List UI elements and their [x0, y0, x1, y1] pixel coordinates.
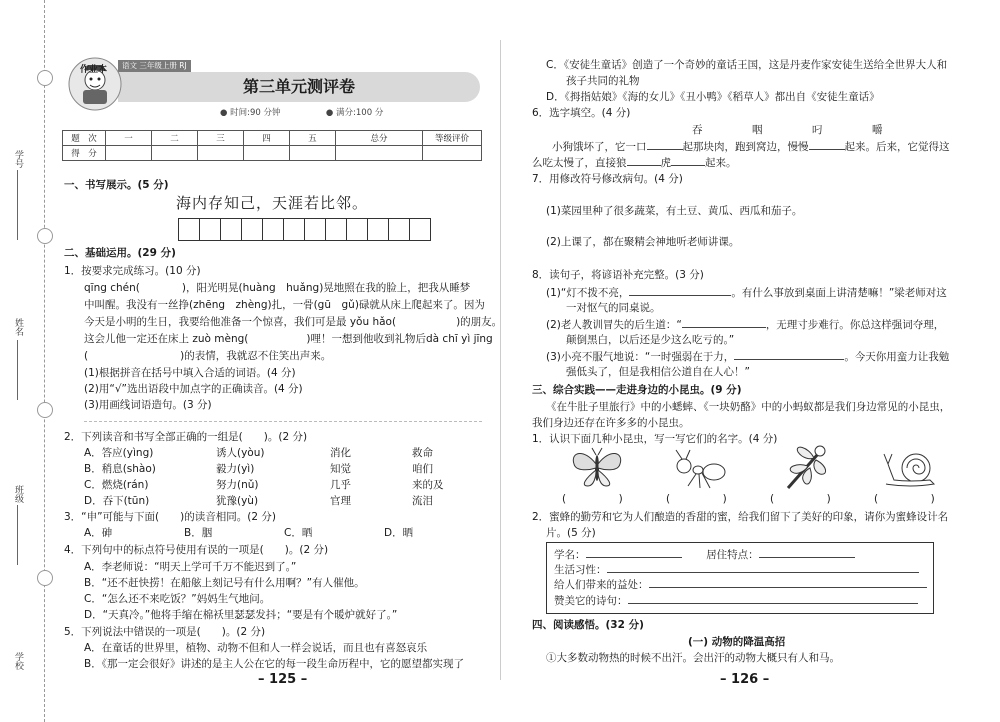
- q1-text: 这会儿他一定还在床上 zuò mèng(: [84, 333, 249, 345]
- card-habit-input[interactable]: [607, 562, 919, 573]
- q6-word-bank: [692, 123, 883, 138]
- option-text: B．稍息(shào): [84, 463, 156, 475]
- score-cell[interactable]: [151, 146, 197, 161]
- answer-blank[interactable]: [809, 139, 845, 150]
- q1-line-5: [84, 349, 331, 364]
- section-1-title: 一、书写展示。(5 分): [64, 179, 169, 191]
- card-name-input[interactable]: [586, 547, 682, 558]
- q1-text: )的朋友。: [456, 316, 503, 328]
- table-cell: 四: [243, 131, 289, 146]
- table-cell: 三: [197, 131, 243, 146]
- q8-text: (3)小亮不服气地说：“一时强弱在于力，: [546, 351, 735, 363]
- option-text: 诱人(yòu): [216, 447, 265, 459]
- section-2-title: 二、基础运用。(29 分): [64, 247, 176, 259]
- q1-text: (: [84, 350, 89, 362]
- score-table-header: [63, 131, 482, 146]
- q2-option-d[interactable]: [84, 494, 433, 509]
- q5-option-a[interactable]: A．在童话的世界里，植物、动物不但和人一样会说话，而且也有喜怒哀乐: [84, 642, 428, 654]
- option-text: 几乎: [330, 479, 351, 491]
- q5-stem: 5．下列说法中错误的一项是( )。(2 分): [64, 626, 266, 638]
- q8-text: (1)“灯不拨不亮，: [546, 287, 630, 299]
- pinyin-text: dà chī yì jīng: [425, 333, 493, 345]
- option-text: 毅力(yì): [216, 463, 255, 475]
- option-text: D．吞下(tūn): [84, 495, 150, 507]
- word-option: 嚼: [872, 124, 883, 136]
- full-score: ● 满分:100 分: [325, 108, 384, 118]
- option-text: 努力(nǔ): [216, 479, 259, 491]
- q1-line-1: [84, 281, 470, 296]
- word-option: 吞: [692, 124, 703, 136]
- table-cell: 总分: [335, 131, 422, 146]
- table-cell: 一: [106, 131, 152, 146]
- q6-line-1: [552, 139, 950, 155]
- option-text: 官理: [330, 495, 351, 507]
- q1-line-4: [84, 332, 493, 347]
- word-option: 咽: [752, 124, 763, 136]
- sec3-q2-cont: 片。(5 分): [546, 527, 596, 539]
- q4-option-a[interactable]: A．李老师说：“明天上学可千万不能迟到了。”: [84, 561, 297, 573]
- card-home-input[interactable]: [759, 547, 855, 558]
- section-3-title: 三、综合实践——走进身边的小昆虫。(9 分): [532, 384, 742, 396]
- option-text: B．胭: [184, 527, 213, 539]
- q7-stem: 7．用修改符号修改病句。(4 分): [532, 173, 683, 185]
- pinyin-text: qīng chén(: [84, 282, 140, 294]
- q7-sentence-2[interactable]: (2)上课了，都在聚精会神地听老师讲课。: [546, 236, 740, 248]
- q8-line-3b: 强低头了，但是我相信公道自在人心！”: [566, 366, 750, 378]
- page-divider: [500, 40, 501, 680]
- time-limit: ● 时间:90 分钟: [220, 108, 281, 118]
- option-text: A．砷: [84, 527, 113, 539]
- q8-text: ，无理寸步难行。你总这样强词夺理，: [765, 319, 945, 331]
- answer-blank[interactable]: [647, 139, 683, 150]
- q5-option-c-cont: 孩子共同的礼物: [566, 75, 640, 87]
- answer-blank[interactable]: [734, 349, 844, 360]
- table-cell: 五: [289, 131, 335, 146]
- q6-text: 么吃太慢了，直接狼: [532, 157, 627, 169]
- q8-line-3: [546, 349, 949, 365]
- card-poem-row: [554, 593, 918, 609]
- ant-icon: [672, 448, 732, 490]
- q5-option-b[interactable]: B．《那一定会很好》讲述的是主人公在它的每一段生命历程中，它的愿望都实现了: [84, 658, 464, 670]
- binding-label-school: 学校: [13, 652, 23, 670]
- snail-icon: [880, 446, 940, 490]
- reading-title: (一) 动物的降温高招: [688, 636, 786, 648]
- binding-margin: [0, 0, 52, 722]
- q3-stem: 3．“申”可能与下面( )的读音相同。(2 分): [64, 511, 276, 523]
- option-text: A．答应(yìng): [84, 447, 154, 459]
- card-benefit-row: [554, 577, 927, 593]
- q6-stem: 6．选字填空。(4 分): [532, 107, 631, 119]
- sec3-q2: 2．蜜蜂的勤劳和它为人们酿造的香甜的蜜，给我们留下了美好的印象，请你为蜜蜂设计名: [532, 511, 949, 523]
- answer-blank[interactable]: [671, 155, 705, 166]
- reading-paragraph-1: ①大多数动物热的时候不出汗。会出汗的动物大概只有人和马。: [546, 652, 840, 664]
- logo-text: 作业本: [80, 65, 108, 75]
- option-text: 消化: [330, 447, 351, 459]
- q8-line-1: [546, 285, 947, 301]
- q6-text: 小狗饿坏了，它一口: [552, 141, 647, 153]
- answer-blank[interactable]: [629, 285, 731, 296]
- card-label: 学名：: [554, 549, 586, 561]
- q8-line-1b: 一对怄气的同桌说。: [566, 302, 661, 314]
- card-name-row: [554, 547, 855, 563]
- score-table: [62, 130, 482, 161]
- score-cell[interactable]: [289, 146, 335, 161]
- card-poem-input[interactable]: [628, 593, 918, 604]
- score-table-row: [63, 146, 482, 161]
- score-cell[interactable]: [423, 146, 482, 161]
- q1-stem: 1．按要求完成练习。(10 分): [64, 265, 201, 277]
- binding-label-id: 学号: [13, 150, 23, 168]
- option-text: C．晒: [284, 527, 313, 539]
- q3-options[interactable]: [84, 526, 413, 541]
- page-number-right: – 126 –: [720, 672, 770, 687]
- q8-text: 。有什么事放到桌面上讲清楚嘛！”梁老师对这: [731, 287, 947, 299]
- q5-option-c[interactable]: C．《安徒生童话》创造了一个奇妙的童话王国，这是丹麦作家安徒生送给全世界大人和: [546, 59, 948, 71]
- q8-stem: 8．读句子，将谚语补充完整。(3 分): [532, 269, 704, 281]
- q8-line-2: [546, 317, 944, 333]
- q6-text: 虎: [660, 157, 671, 169]
- q2-option-a[interactable]: [84, 446, 433, 461]
- score-cell[interactable]: [243, 146, 289, 161]
- card-label: 居住特点：: [706, 549, 759, 561]
- insect-name-blanks[interactable]: ( ) ( ) ( ) ( ): [562, 493, 935, 505]
- q1-sub-1: (1)根据拼音在括号中填入合适的词语。(4 分): [84, 367, 296, 379]
- dragonfly-icon: [778, 442, 830, 492]
- poem-line: 海内存知己，天涯若比邻。: [176, 194, 369, 212]
- binding-label-class: 班级: [13, 485, 23, 503]
- q2-stem: 2．下列读音和书写全部正确的一组是( )。(2 分): [64, 431, 308, 443]
- q1-line-2: 中叫醒。我没有一丝挣(zhēng zhèng)扎，一骨(gū gǔ)碌就从床上爬起来了。因为: [84, 299, 485, 311]
- q1-sub-2: (2)用“√”选出语段中加点字的正确读音。(4 分): [84, 383, 303, 395]
- q4-option-b[interactable]: B．“还不赶快捞！在船舷上刻记号有什么用啊？”有人催他。: [84, 577, 365, 589]
- table-cell: 二: [151, 131, 197, 146]
- q6-text: 起来。后来，它觉得这: [844, 141, 950, 153]
- q1-line-3: [84, 315, 502, 330]
- q8-text: 。今天你用蛮力让我勉: [844, 351, 950, 363]
- q2-option-c[interactable]: [84, 478, 444, 493]
- word-option: 叼: [812, 124, 823, 136]
- q5-option-d[interactable]: D．《拇指姑娘》《海的女儿》《丑小鸭》《稻草人》都出自《安徒生童话》: [546, 91, 880, 103]
- score-cell[interactable]: [197, 146, 243, 161]
- option-text: 咱们: [412, 463, 433, 475]
- sec3-intro-2: 我们身边还存在许多多的小昆虫。: [532, 417, 690, 429]
- option-text: 救命: [412, 447, 433, 459]
- score-cell[interactable]: [106, 146, 152, 161]
- q4-option-d[interactable]: D．“天真冷。”他将手缩在棉袄里瑟瑟发抖；“要是有个暖炉就好了。”: [84, 609, 398, 621]
- sec3-q1: 1．认识下面几种小昆虫，写一写它们的名字。(4 分): [532, 433, 778, 445]
- page-title: 第三单元测评卷: [242, 77, 355, 96]
- option-text: 流泪: [412, 495, 433, 507]
- sec3-intro-1: 《在牛肚子里旅行》中的小蟋蟀、《一块奶酪》中的小蚂蚁都是我们身边常见的小昆虫，: [546, 401, 951, 413]
- q1-text: 今天是小明的生日，我要给他准备一个惊喜，我们可是最 yǒu hǎo(: [84, 316, 397, 328]
- handwriting-grid[interactable]: [178, 218, 430, 244]
- option-text: 知觉: [330, 463, 351, 475]
- option-text: 犹豫(yù): [216, 495, 259, 507]
- card-label: 赞美它的诗句：: [554, 595, 628, 607]
- exam-meta: [220, 106, 383, 118]
- binding-label-name: 姓名: [13, 318, 23, 336]
- card-habit-row: [554, 562, 919, 578]
- q4-stem: 4．下列句中的标点符号使用有误的一项是( )。(2 分): [64, 544, 329, 556]
- option-text: D．晒: [384, 527, 414, 539]
- option-text: 来的及: [412, 479, 444, 491]
- q1-sub-3: (3)用画线词语造句。(3 分): [84, 399, 212, 411]
- answer-blank[interactable]: [682, 317, 766, 328]
- table-cell: 得 分: [63, 146, 106, 161]
- card-benefit-input[interactable]: [649, 577, 927, 588]
- q6-text: 起来。: [705, 157, 737, 169]
- section-4-title: 四、阅读感悟。(32 分): [532, 619, 644, 631]
- q2-option-b[interactable]: [84, 462, 433, 477]
- score-cell[interactable]: [335, 146, 422, 161]
- q6-text: 起那块肉，跑到窝边，慢慢: [682, 141, 809, 153]
- option-text: C．燃烧(rán): [84, 479, 149, 491]
- card-label: 给人们带来的益处：: [554, 579, 649, 591]
- q4-option-c[interactable]: C．“怎么还不来吃饭？”妈妈生气地问。: [84, 593, 271, 605]
- q1-text: )，阳光明晃(huàng huǎng)晃地照在我的脸上，把我从睡梦: [181, 282, 471, 294]
- q8-line-2b: 颠倒黑白，以后还是少这么吃亏的。”: [566, 334, 735, 346]
- q8-text: (2)老人教训冒失的后生道：“: [546, 319, 682, 331]
- q7-sentence-1[interactable]: (1)菜园里种了很多蔬菜，有土豆、黄瓜、西瓜和茄子。: [546, 205, 803, 217]
- q1-text: )的表情，我就忍不住笑出声来。: [180, 350, 332, 362]
- q6-line-2: [532, 155, 737, 171]
- butterfly-icon: [566, 446, 628, 490]
- table-cell: 等级评价: [423, 131, 482, 146]
- answer-blank[interactable]: [627, 155, 661, 166]
- page-number-left: – 125 –: [258, 672, 308, 687]
- grade-tag: 语文 三年级上册 RJ: [118, 60, 191, 72]
- table-cell: 题 次: [63, 131, 106, 146]
- card-label: 生活习性：: [554, 564, 607, 576]
- q1-text: )哩！一想到他收到礼物后: [306, 333, 426, 345]
